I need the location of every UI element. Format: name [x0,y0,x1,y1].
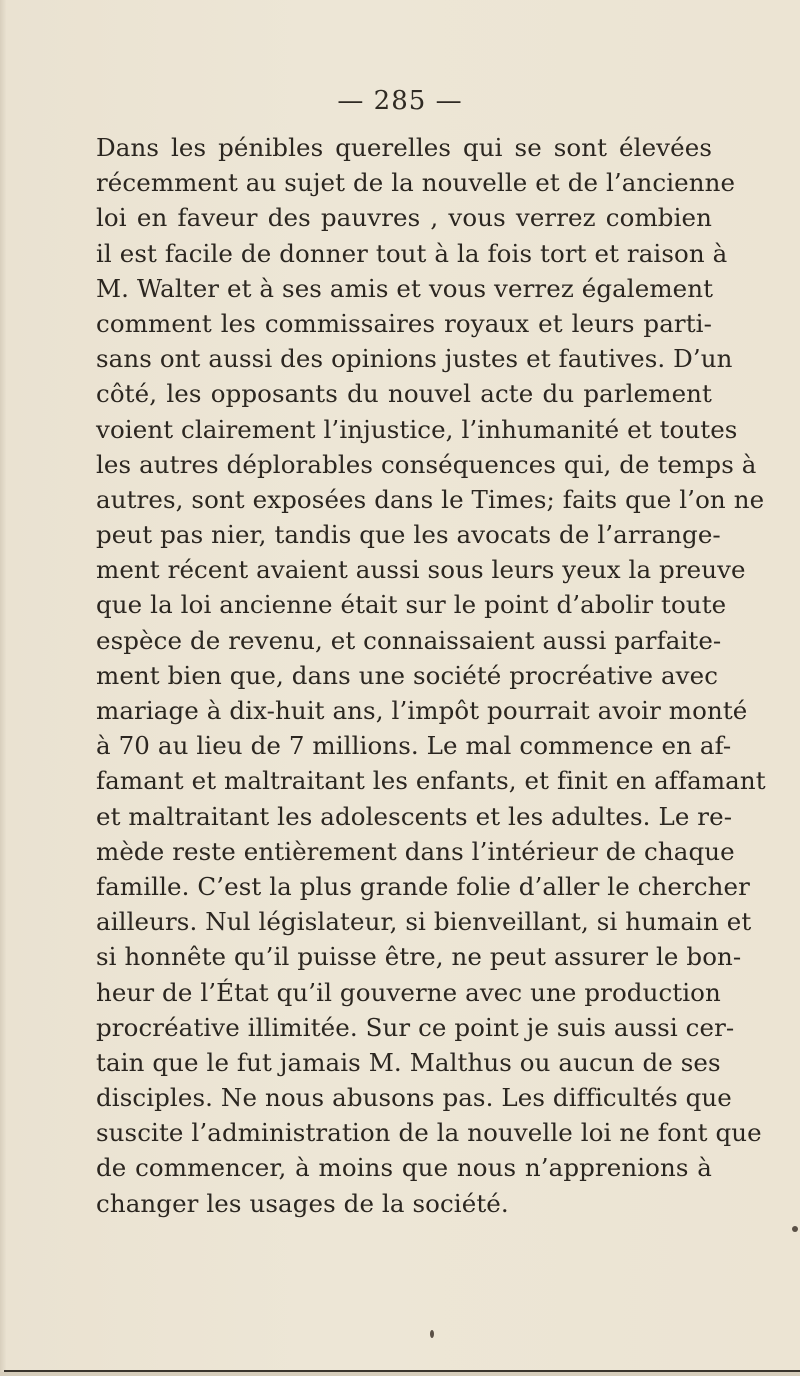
text-line: il est facile de donner tout à la fois tort et raison à [96,238,728,268]
page-bottom-edge [0,1372,800,1376]
text-line: espèce de revenu, et connaissaient aussi parfaite- [96,625,722,655]
text-line: de commencer, à moins que nous n’apprenions à [96,1153,712,1183]
text-line: changer les usages de la société. [96,1188,509,1218]
text-line: côté, les opposants du nouvel acte du parlement [96,379,712,409]
text-line: mariage à dix-huit ans, l’impôt pourrait avoir monté [96,696,748,725]
text-line: sans ont aussi des opinions justes et fautives. D’un [96,344,733,374]
text-line: Dans les pénibles querelles qui se sont élevées [96,133,712,162]
ink-speck [792,1226,798,1232]
text-line: ailleurs. Nul législateur, si bienveillant, si humain et [96,907,752,937]
text-line: comment les commissaires royaux et leurs parti- [96,308,712,338]
text-line: heur de l’État qu’il gouverne avec une production [96,977,721,1007]
text-line: M. Walter et à ses amis et vous verrez également [96,273,714,303]
text-line: à 70 au lieu de 7 millions. Le mal commence en af- [96,731,732,761]
text-line: si honnête qu’il puisse être, ne peut assurer le bon- [96,942,742,972]
page-bottom-rule [4,1370,800,1372]
text-line: tain que le fut jamais M. Malthus ou aucun de ses [96,1047,721,1077]
text-line: suscite l’administration de la nouvelle loi ne font que [96,1118,762,1148]
page-left-edge [0,0,6,1376]
body-text [96,130,766,1221]
text-line: et maltraitant les adolescents et les adultes. Le re- [96,801,733,831]
text-line: procréative illimitée. Sur ce point je suis aussi cer- [96,1012,735,1042]
text-line: voient clairement l’injustice, l’inhumanité et toutes [96,414,738,444]
text-line: ment bien que, dans une société procréative avec [96,660,719,690]
text-line: ment récent avaient aussi sous leurs yeux la preuve [96,555,746,585]
text-line: autres, sont exposées dans le Times; faits que l’on ne [96,484,765,514]
text-line: loi en faveur des pauvres , vous verrez combien [96,203,712,233]
text-line: peut pas nier, tandis que les avocats de l’arrange- [96,520,721,550]
text-line: mède reste entièrement dans l’intérieur de chaque [96,836,735,866]
text-line: famille. C’est la plus grande folie d’aller le chercher [96,871,750,901]
text-line: famant et maltraitant les enfants, et finit en affamant [96,766,766,796]
ink-speck [430,1330,434,1338]
page-number: — 285 — [337,86,463,116]
text-line: les autres déplorables conséquences qui, de temps à [96,449,757,479]
text-line: que la loi ancienne était sur le point d’abolir toute [96,590,727,620]
text-line: récemment au sujet de la nouvelle et de l’ancienne [96,168,736,198]
text-line: disciples. Ne nous abusons pas. Les difficultés que [96,1083,732,1113]
